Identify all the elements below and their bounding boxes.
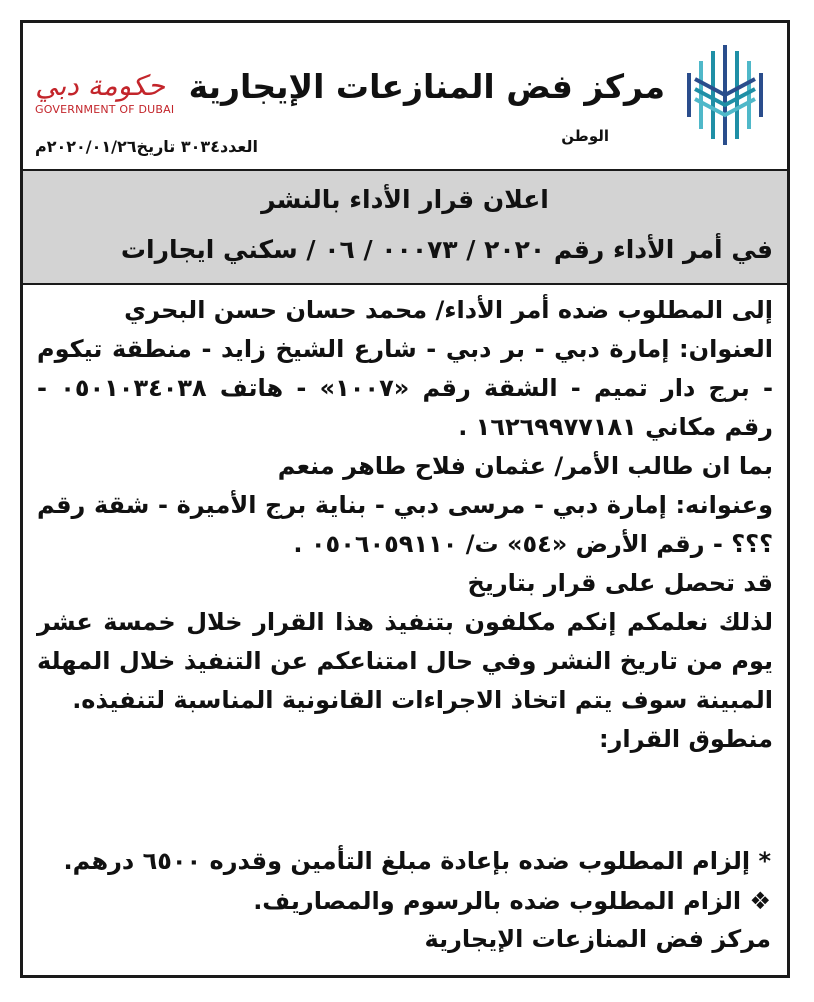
notice-banner — [23, 169, 787, 285]
banner-title: اعلان قرار الأداء بالنشر — [261, 185, 549, 214]
decision-date-line: قد تحصل على قرار بتاريخ — [467, 569, 773, 597]
verdict-item: ❖ الزام المطلوب ضده بالرسوم والمصاريف. — [253, 887, 771, 915]
footer-signature: مركز فض المنازعات الإيجارية — [424, 925, 771, 953]
newspaper-name: الوطن — [561, 127, 609, 145]
respondent-line: إلى المطلوب ضده أمر الأداء/ محمد حسان حسن البحري — [124, 296, 773, 324]
notice-body — [37, 291, 773, 759]
verdict-heading: منطوق القرار: — [599, 725, 773, 753]
org-title: مركز فض المنازعات الإيجارية — [188, 67, 665, 106]
case-number: في أمر الأداء رقم ٢٠٢٠ / ٠٠٠٧٣ / ٠٦ / سكني ايجارات — [120, 235, 773, 264]
applicant-address: وعنوانه: إمارة دبي - مرسى دبي - بناية برج الأميرة - شقة رقم ؟؟؟ - رقم الأرض «٥٤» ت/ ٠٥٠٦٠٥٩١١٠ . — [37, 491, 773, 558]
notice-header — [23, 23, 787, 169]
dubai-logo-english: GOVERNMENT OF DUBAI — [35, 103, 175, 116]
dubai-logo-arabic: حكومة دبي — [35, 69, 165, 102]
government-of-dubai-logo — [35, 69, 175, 116]
verdict-item: * إلزام المطلوب ضده بإعادة مبلغ التأمين وقدره ٦٥٠٠ درهم. — [63, 847, 771, 875]
rdc-logo-icon — [677, 39, 773, 151]
verdict-list — [64, 841, 771, 921]
notification-paragraph: لذلك نعلمكم إنكم مكلفون بتنفيذ هذا القرار خلال خمسة عشر يوم من تاريخ النشر وفي حال امتناعكم عن التنفيذ خلال المهلة المبينة سوف يتم اتخاذ الاجراءات القانونية المناسبة لتنفيذه. — [37, 608, 773, 714]
notice-frame — [20, 20, 790, 978]
respondent-address: العنوان: إمارة دبي - بر دبي - شارع الشيخ زايد - منطقة تيكوم - برج دار تميم - الشقة رقم «١٠٠٧» - هاتف ٠٥٠١٠٣٤٠٣٨ - رقم مكاني ١٦٢٦٩٩٧٧١٨١ . — [37, 335, 773, 441]
applicant-line: بما ان طالب الأمر/ عثمان فلاح طاهر منعم — [277, 452, 773, 480]
issue-number-date: العدد٣٠٣٤ تاريخ٢٠٢٠/٠١/٢٦م — [35, 137, 258, 156]
